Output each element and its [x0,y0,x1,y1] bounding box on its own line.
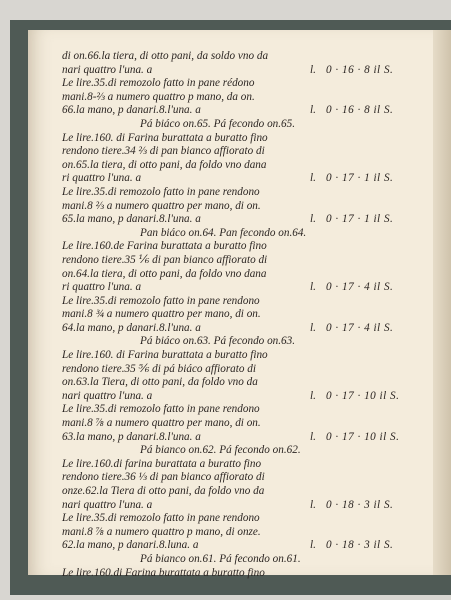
text-line [62,390,422,404]
line-text: Pá bianco on.61. Pá fecondo on.61. [140,552,301,565]
line-text: mani.8-⅔ a numero quattro p mano, da on. [62,90,255,103]
text-line [62,499,422,513]
line-text: Pá biáco on.63. Pá fecondo on.63. [140,335,296,348]
text-line [62,240,422,254]
text-line [62,268,422,282]
line-text: onze.62.la Tiera di otto pani, da foldo vno da [62,485,265,497]
line-text: ri quattro l'una. a [62,172,142,185]
text-line [62,50,422,64]
line-text: Pá biáco on.65. Pá fecondo on.65. [140,117,296,130]
text-line [62,512,422,526]
text-line [62,281,422,295]
price-amount: 0 · 18 · 3 il S. [326,498,394,511]
text-line [62,417,422,431]
text-line [62,539,422,553]
line-text: Le lire.35.di remozolo fatto in pane rendono [62,185,260,198]
text-line [62,567,422,581]
text-line [62,308,422,322]
text-line [62,254,422,268]
section-heading-line [62,553,422,567]
text-line [62,471,422,485]
line-text: on.65.la tiera, di otto pani, da foldo vno dana [62,158,267,171]
lire-marker: l. [310,498,316,511]
text-line [62,64,422,78]
text-line [62,458,422,472]
line-text: mani.8 ⅔ a numero quattro per mano, di on. [62,199,261,212]
price-amount: 0 · 17 · 10 il S. [326,430,400,443]
facing-page-edge [433,30,451,575]
text-line [62,376,422,390]
text-line [62,349,422,363]
line-text: Le lire.160.de Farina burattata a buratto fino [62,240,267,253]
line-text: Le lire.35.di remozolo fatto in pane rendono [62,403,260,416]
lire-marker: l. [310,430,316,443]
price-amount: 0 · 17 · 1 il S. [326,172,394,185]
price-amount: 0 · 17 · 4 il S. [326,321,394,334]
section-heading-line [62,444,422,458]
lire-marker: l. [310,281,316,294]
text-line [62,104,422,118]
line-text: rendono tiere.34 ⅔ di pan bianco affiorato di [62,145,265,158]
lire-marker: l. [310,213,316,226]
line-text: on.63.la Tiera, di otto pani, da foldo vno da [62,376,258,389]
line-text: Le lire.35.di remozolo fatto in pane rendono [62,294,260,307]
line-text: on.64.la tiera, di otto pani, da foldo vno dana [62,267,267,280]
lire-marker: l. [310,539,316,552]
text-line [62,91,422,105]
line-text: nari quattro l'una. a [62,389,153,402]
line-text: 65.la mano, p danari.8.l'una. a [62,213,201,226]
line-text: rendono tiere.36 ⅓ di pan bianco affiorato di [62,471,265,484]
line-text: di on.66.la tiera, di otto pani, da soldo vno da [62,50,269,62]
lire-marker: l. [310,321,316,334]
lire-marker: l. [310,63,316,76]
lire-marker: l. [310,172,316,185]
line-text: Le lire.35.di remozolo fatto in pane rédono [62,77,255,90]
text-line [62,431,422,445]
line-text: rendono tiere.35 ⅚ di pá biáco affiorato di [62,362,256,375]
text-line [62,526,422,540]
text-block [62,50,422,580]
text-line [62,77,422,91]
line-text: Le lire.35.di remozolo fatto in pane rendono [62,512,260,525]
line-text: Le lire.160.di Farina burattata a buratto fino [62,566,265,579]
line-text: 66.la mano, p danari.8.l'una. a [62,104,201,117]
text-line [62,159,422,173]
line-text: rendono tiere.35 ⅙ di pan bianco affiorato di [62,253,268,266]
text-line [62,322,422,336]
text-line [62,145,422,159]
text-line [62,200,422,214]
lire-marker: l. [310,389,316,402]
line-text: Pá bianco on.62. Pá fecondo on.62. [140,444,301,457]
line-text: nari quattro l'una. a [62,498,153,511]
line-text: Le lire.160. di Farina burattata a buratto fino [62,349,268,362]
line-text: Le lire.160. di Farina burattata a buratto fino [62,131,268,144]
text-line [62,295,422,309]
line-text: Pan biáco on.64. Pan fecondo on.64. [140,226,307,239]
line-text: 62.la mano, p danari.8.luna. a [62,539,199,552]
line-text: nari quattro l'una. a [62,63,153,76]
line-text: Le lire.160.di farina burattata a buratto fino [62,457,262,470]
line-text: 64.la mano, p danari.8.l'una. a [62,321,201,334]
price-amount: 0 · 17 · 4 il S. [326,281,394,294]
text-line [62,186,422,200]
line-text: mani.8 ⅞ a numero quattro per mano, di on. [62,417,261,430]
text-line [62,363,422,377]
section-heading-line [62,335,422,349]
section-heading-line [62,227,422,241]
text-line [62,172,422,186]
line-text: mani.8 ¾ a numero quattro per mano, di on. [62,308,261,321]
text-line [62,403,422,417]
price-amount: 0 · 17 · 1 il S. [326,213,394,226]
price-amount: 0 · 18 · 3 il S. [326,539,394,552]
section-heading-line [62,118,422,132]
line-text: ri quattro l'una. a [62,281,142,294]
text-line [62,485,422,499]
text-line [62,213,422,227]
line-text: 63.la mano, p danari.8.l'una. a [62,430,201,443]
lire-marker: l. [310,104,316,117]
text-line [62,132,422,146]
price-amount: 0 · 17 · 10 il S. [326,389,400,402]
price-amount: 0 · 16 · 8 il S. [326,104,394,117]
price-amount: 0 · 16 · 8 il S. [326,63,394,76]
line-text: mani.8 ⅞ a numero quattro p mano, di onze. [62,525,261,538]
